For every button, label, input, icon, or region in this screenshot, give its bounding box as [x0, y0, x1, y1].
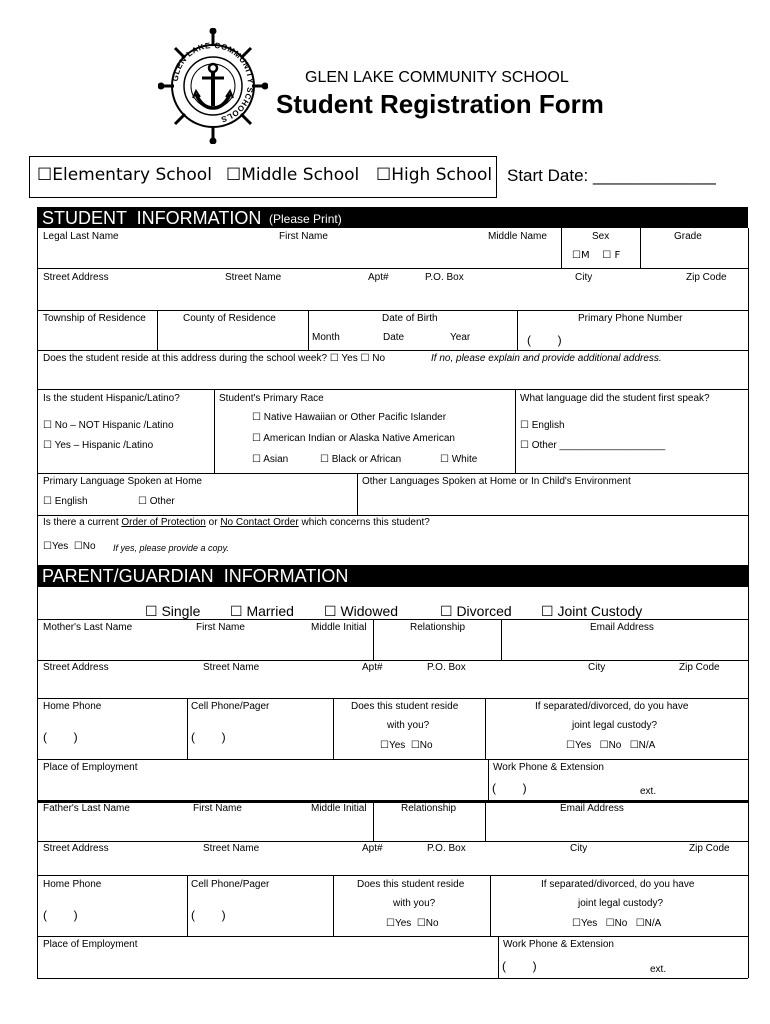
father-email-label: Email Address [560, 803, 624, 814]
father-ext-label: ext. [650, 964, 667, 975]
township-label: Township of Residence [43, 313, 146, 324]
school-logo [158, 28, 268, 144]
father-reside-question: Does this student reside [357, 879, 465, 890]
parent-info-title: PARENT/GUARDIAN INFORMATION [42, 566, 349, 586]
first-language-english-checkbox[interactable]: ☐ English [520, 420, 565, 431]
marital-divorced-checkbox[interactable]: ☐ Divorced [440, 603, 512, 619]
mother-cell-phone-field[interactable]: ( ) [191, 730, 226, 744]
father-reside-checkboxes[interactable]: ☐Yes ☐No [386, 918, 439, 929]
mother-custody-question: If separated/divorced, do you have [535, 701, 689, 712]
father-employment-label: Place of Employment [43, 939, 138, 950]
mother-home-phone-label: Home Phone [43, 701, 102, 712]
father-custody-checkboxes[interactable]: ☐Yes ☐No ☐N/A [572, 918, 662, 929]
start-date-field[interactable]: Start Date: _____________ [507, 166, 716, 185]
protection-order-question: Is there a current Order of Protection or No Contact Order which concerns this student? [43, 517, 430, 528]
sex-label: Sex [592, 231, 610, 242]
po-box-label: P.O. Box [425, 272, 464, 283]
mother-ext-label: ext. [640, 786, 657, 797]
first-language-question: What language did the student first speak? [520, 393, 710, 404]
father-relationship-label: Relationship [401, 803, 457, 814]
street-name-label: Street Name [225, 272, 282, 283]
street-address-label: Street Address [43, 272, 109, 283]
father-custody-question-2: joint legal custody? [578, 898, 664, 909]
mother-work-phone-field[interactable]: ( ) [492, 781, 527, 795]
mother-reside-question: Does this student reside [351, 701, 459, 712]
home-language-other-checkbox[interactable]: ☐ Other [138, 496, 175, 507]
father-home-phone-field[interactable]: ( ) [43, 908, 78, 922]
elementary-school-checkbox[interactable]: ☐Elementary School [37, 165, 212, 185]
father-home-phone-label: Home Phone [43, 879, 102, 890]
legal-last-name-label: Legal Last Name [43, 231, 119, 242]
father-zip-label: Zip Code [689, 843, 730, 854]
zip-code-label: Zip Code [686, 272, 727, 283]
mother-custody-checkboxes[interactable]: ☐Yes ☐No ☐N/A [566, 740, 656, 751]
race-asian-checkbox[interactable]: ☐ Asian [252, 454, 289, 465]
father-last-name-label: Father's Last Name [43, 803, 130, 814]
marital-single-checkbox[interactable]: ☐ Single [145, 603, 201, 619]
ship-wheel-anchor-icon [158, 28, 268, 144]
father-cell-phone-field[interactable]: ( ) [191, 908, 226, 922]
mother-reside-checkboxes[interactable]: ☐Yes ☐No [380, 740, 433, 751]
father-work-phone-field[interactable]: ( ) [502, 959, 537, 973]
race-hawaiian-checkbox[interactable]: ☐ Native Hawaiian or Other Pacific Islander [252, 412, 447, 423]
svg-text:GLEN LAKE COMMUNITY SCHOOLS: GLEN LAKE COMMUNITY SCHOOLS [170, 40, 255, 125]
father-middle-initial-label: Middle Initial [311, 803, 367, 814]
first-language-other-checkbox[interactable]: ☐ Other ___________________ [520, 440, 666, 451]
primary-phone-label: Primary Phone Number [578, 313, 683, 324]
father-city-label: City [570, 843, 588, 854]
father-apt-label: Apt# [362, 843, 383, 854]
father-custody-question: If separated/divorced, do you have [541, 879, 695, 890]
race-question: Student's Primary Race [219, 393, 324, 404]
mother-po-box-label: P.O. Box [427, 662, 466, 673]
father-reside-question-2: with you? [393, 898, 436, 909]
race-black-checkbox[interactable]: ☐ Black or African [320, 454, 402, 465]
mother-apt-label: Apt# [362, 662, 383, 673]
mother-home-phone-field[interactable]: ( ) [43, 730, 78, 744]
year-label: Year [450, 332, 471, 343]
hispanic-no-checkbox[interactable]: ☐ No – NOT Hispanic /Latino [43, 420, 174, 431]
father-po-box-label: P.O. Box [427, 843, 466, 854]
mother-zip-label: Zip Code [679, 662, 720, 673]
primary-phone-field[interactable]: ( ) [527, 333, 562, 347]
school-name: GLEN LAKE COMMUNITY SCHOOL [305, 69, 569, 86]
student-info-header [37, 207, 748, 228]
marital-married-checkbox[interactable]: ☐ Married [230, 603, 294, 619]
hispanic-question: Is the student Hispanic/Latino? [43, 393, 180, 404]
mother-city-label: City [588, 662, 606, 673]
father-cell-phone-label: Cell Phone/Pager [191, 879, 270, 890]
dob-label: Date of Birth [382, 313, 438, 324]
sex-checkboxes[interactable]: ☐M ☐ F [572, 250, 621, 261]
race-white-checkbox[interactable]: ☐ White [440, 454, 478, 465]
joint-custody-checkbox[interactable]: ☐ Joint Custody [541, 603, 643, 619]
mother-last-name-label: Mother's Last Name [43, 622, 133, 633]
home-language-question: Primary Language Spoken at Home [43, 476, 202, 487]
mother-custody-question-2: joint legal custody? [572, 720, 658, 731]
race-native-american-checkbox[interactable]: ☐ American Indian or Alaska Native American [252, 433, 455, 444]
marital-widowed-checkbox[interactable]: ☐ Widowed [324, 603, 399, 619]
hispanic-yes-checkbox[interactable]: ☐ Yes – Hispanic /Latino [43, 440, 154, 451]
month-label: Month [312, 332, 340, 343]
please-print-note: (Please Print) [269, 212, 342, 226]
father-street-name-label: Street Name [203, 843, 260, 854]
reside-question[interactable]: Does the student reside at this address during the school week? ☐ Yes ☐ No [43, 353, 386, 364]
other-languages-label: Other Languages Spoken at Home or In Child's Environment [362, 476, 631, 487]
student-info-title: STUDENT INFORMATION [42, 208, 262, 228]
middle-name-label: Middle Name [488, 231, 547, 242]
order-of-protection-link: Order of Protection [121, 517, 206, 528]
parent-info-header [37, 565, 748, 587]
mother-work-phone-label: Work Phone & Extension [493, 762, 604, 773]
home-language-english-checkbox[interactable]: ☐ English [43, 496, 88, 507]
mother-cell-phone-label: Cell Phone/Pager [191, 701, 270, 712]
father-work-phone-label: Work Phone & Extension [503, 939, 614, 950]
reside-note: If no, please explain and provide additional address. [431, 353, 662, 364]
mother-employment-label: Place of Employment [43, 762, 138, 773]
middle-school-checkbox[interactable]: ☐Middle School [226, 165, 360, 185]
form-title: Student Registration Form [276, 89, 604, 119]
first-name-label: First Name [279, 231, 328, 242]
father-street-address-label: Street Address [43, 843, 109, 854]
high-school-checkbox[interactable]: ☐High School [376, 165, 493, 185]
date-label: Date [383, 332, 405, 343]
mother-street-name-label: Street Name [203, 662, 260, 673]
father-first-name-label: First Name [193, 803, 242, 814]
mother-street-address-label: Street Address [43, 662, 109, 673]
mother-reside-question-2: with you? [387, 720, 430, 731]
mother-relationship-label: Relationship [410, 622, 466, 633]
grade-label: Grade [674, 231, 702, 242]
no-contact-order-link: No Contact Order [220, 517, 299, 528]
mother-first-name-label: First Name [196, 622, 245, 633]
mother-middle-initial-label: Middle Initial [311, 622, 367, 633]
county-label: County of Residence [183, 313, 276, 324]
apt-label: Apt# [368, 272, 389, 283]
protection-order-checkboxes[interactable]: ☐Yes ☐No [43, 541, 96, 552]
city-label: City [575, 272, 593, 283]
mother-email-label: Email Address [590, 622, 654, 633]
protection-order-note: If yes, please provide a copy. [113, 543, 229, 553]
